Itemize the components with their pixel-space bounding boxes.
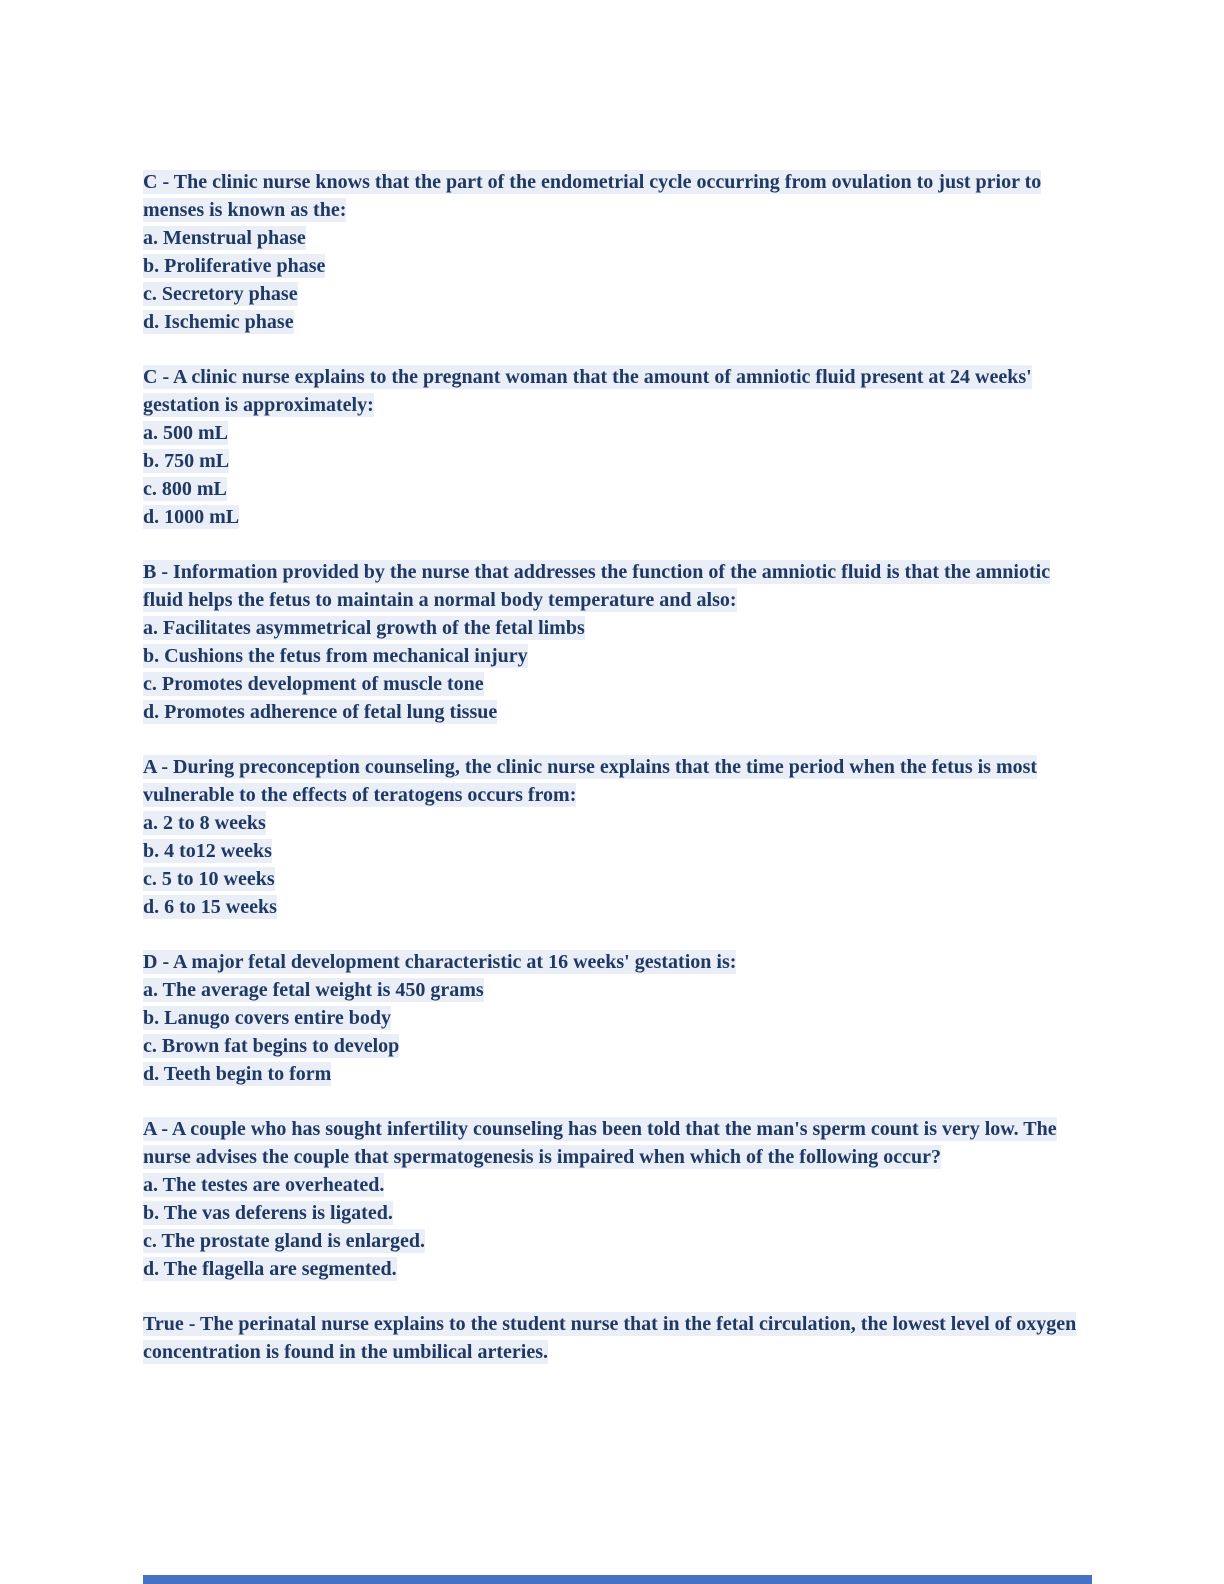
answer-option [143, 280, 1092, 308]
answer-option-text: c. Promotes development of muscle tone [143, 673, 484, 695]
answer-option-text: c. 5 to 10 weeks [143, 868, 275, 890]
question-heading [143, 558, 1092, 614]
question-block [143, 753, 1092, 921]
answer-option [143, 1004, 1092, 1032]
answer-option-text: c. Brown fat begins to develop [143, 1035, 400, 1057]
answer-option-text: d. Ischemic phase [143, 311, 294, 333]
answer-option-text: b. 750 mL [143, 450, 230, 472]
answer-option [143, 1171, 1092, 1199]
question-heading [143, 753, 1092, 809]
answer-option-text: a. Facilitates asymmetrical growth of the fetal limbs [143, 617, 585, 639]
question-text: A - A couple who has sought infertility counseling has been told that the man's sperm count is very low. The nurse advises the couple that spermatogenesis is impaired when which of the following occur? [143, 1118, 1057, 1168]
answer-option [143, 1227, 1092, 1255]
answer-option-text: a. The average fetal weight is 450 grams [143, 979, 484, 1001]
answer-option [143, 976, 1092, 1004]
question-block [143, 1115, 1092, 1283]
question-text: C - A clinic nurse explains to the pregnant woman that the amount of amniotic fluid present at 24 weeks' gestation is approximately: [143, 366, 1032, 416]
question-heading [143, 168, 1092, 224]
question-heading [143, 1115, 1092, 1171]
answer-option [143, 893, 1092, 921]
question-block [143, 363, 1092, 531]
answer-option [143, 698, 1092, 726]
answer-option [143, 837, 1092, 865]
answer-option [143, 419, 1092, 447]
document-content [143, 168, 1092, 1393]
question-text: D - A major fetal development characteristic at 16 weeks' gestation is: [143, 951, 737, 973]
answer-option [143, 447, 1092, 475]
answer-option-text: d. The flagella are segmented. [143, 1258, 397, 1280]
question-text: B - Information provided by the nurse that addresses the function of the amniotic fluid is that the amniotic fluid helps the fetus to maintain a normal body temperature and also: [143, 561, 1051, 611]
answer-option [143, 614, 1092, 642]
answer-option [143, 1199, 1092, 1227]
answer-option-text: c. Secretory phase [143, 283, 298, 305]
answer-option-text: d. 1000 mL [143, 506, 240, 528]
answer-option [143, 1060, 1092, 1088]
question-text: True - The perinatal nurse explains to the student nurse that in the fetal circulation, the lowest level of oxygen concentration is found in the umbilical arteries. [143, 1313, 1077, 1363]
answer-option [143, 252, 1092, 280]
answer-option [143, 308, 1092, 336]
page-bottom-highlight-strip [143, 1575, 1092, 1584]
question-block [143, 168, 1092, 336]
question-text: A - During preconception counseling, the clinic nurse explains that the time period when the fetus is most vulnerable to the effects of teratogens occurs from: [143, 756, 1038, 806]
answer-option-text: c. 800 mL [143, 478, 227, 500]
answer-option-text: d. Teeth begin to form [143, 1063, 332, 1085]
answer-option-text: a. The testes are overheated. [143, 1174, 385, 1196]
question-text: C - The clinic nurse knows that the part of the endometrial cycle occurring from ovulation to just prior to menses is known as the: [143, 171, 1042, 221]
answer-option-text: b. Lanugo covers entire body [143, 1007, 391, 1029]
question-heading [143, 948, 1092, 976]
answer-option-text: a. 2 to 8 weeks [143, 812, 266, 834]
answer-option-text: b. 4 to12 weeks [143, 840, 272, 862]
question-block [143, 948, 1092, 1088]
answer-option [143, 1032, 1092, 1060]
question-heading [143, 363, 1092, 419]
question-heading [143, 1310, 1092, 1366]
answer-option-text: a. 500 mL [143, 422, 228, 444]
answer-option [143, 503, 1092, 531]
answer-option [143, 865, 1092, 893]
answer-option [143, 224, 1092, 252]
answer-option-text: b. Cushions the fetus from mechanical injury [143, 645, 528, 667]
answer-option-text: d. 6 to 15 weeks [143, 896, 277, 918]
answer-option [143, 1255, 1092, 1283]
answer-option [143, 809, 1092, 837]
answer-option-text: b. The vas deferens is ligated. [143, 1202, 393, 1224]
answer-option-text: d. Promotes adherence of fetal lung tissue [143, 701, 498, 723]
question-block [143, 1310, 1092, 1366]
question-block [143, 558, 1092, 726]
answer-option [143, 475, 1092, 503]
answer-option-text: c. The prostate gland is enlarged. [143, 1230, 426, 1252]
answer-option [143, 642, 1092, 670]
answer-option [143, 670, 1092, 698]
answer-option-text: a. Menstrual phase [143, 227, 306, 249]
answer-option-text: b. Proliferative phase [143, 255, 326, 277]
